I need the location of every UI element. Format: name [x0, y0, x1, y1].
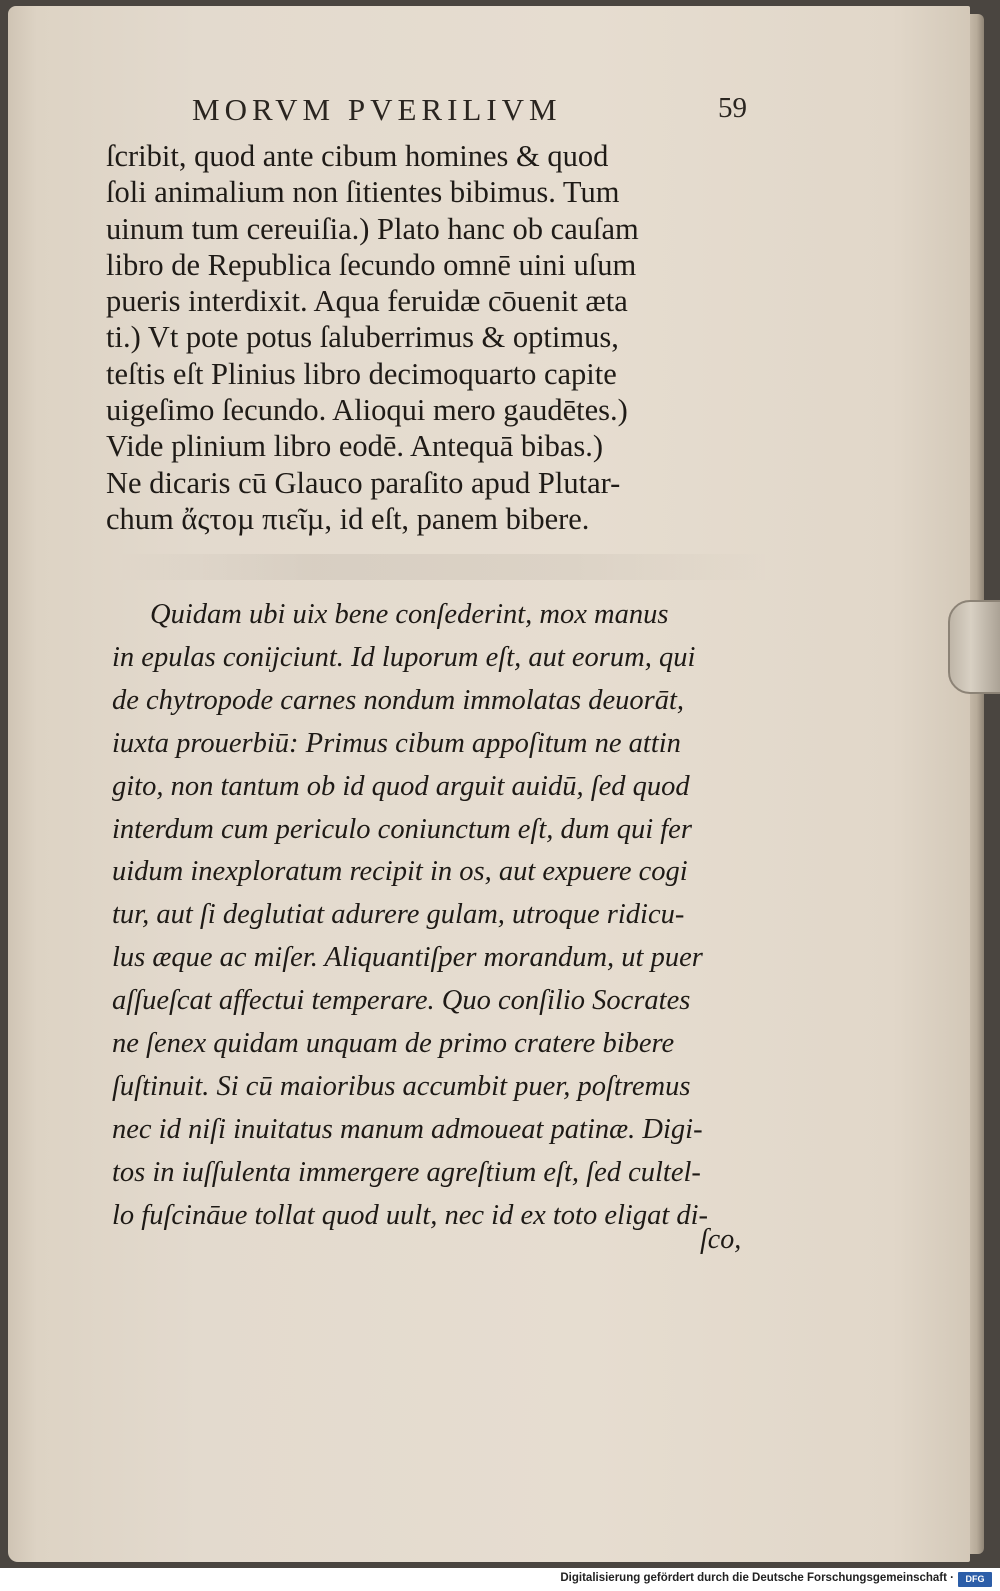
- text-line: Ne dicaris cū Glauco paraſito apud Plutar-: [106, 465, 621, 500]
- commentary-text: [106, 138, 766, 537]
- text-line: teſtis eſt Plinius libro decimoquarto capite: [106, 356, 617, 391]
- main-text: [112, 594, 772, 1238]
- text-line: iuxta prouerbiū: Primus cibum appoſitum ne attin: [112, 727, 681, 759]
- text-line: de chytropode carnes nondum immolatas deuorāt,: [112, 684, 685, 716]
- catchword: ſco,: [700, 1224, 742, 1255]
- text-line: ſoli animalium non ſitientes bibimus. Tum: [106, 175, 620, 210]
- text-line: uinum tum cereuiſia.) Plato hanc ob cauſam: [106, 211, 639, 246]
- text-line: uidum inexploratum recipit in os, aut expuere cogi: [112, 856, 688, 888]
- page-number: 59: [718, 92, 747, 124]
- text-line: uigeſimo ſecundo. Alioqui mero gaudētes.): [106, 393, 628, 428]
- text-line: tos in iuſſulenta immergere agreſtium eſt, ſed cultel-: [112, 1156, 701, 1188]
- text-line: Quidam ubi uix bene conſederint, mox manus: [150, 599, 669, 630]
- text-line: libro de Republica ſecundo omnē uini uſum: [106, 247, 637, 282]
- text-line: ti.) Vt pote potus ſaluberrimus & optimus,: [106, 320, 619, 355]
- dfg-logo: DFG: [958, 1572, 992, 1587]
- text-line: chum ἄςτοµ πιεῖµ, id eſt, panem bibere.: [106, 501, 590, 536]
- funding-credit: Digitalisierung gefördert durch die Deutsche Forschungsgemeinschaft ·: [560, 1572, 954, 1584]
- text-line: ne ſenex quidam unquam de primo cratere bibere: [112, 1028, 675, 1060]
- text-line: interdum cum periculo coniunctum eſt, dum qui fer: [112, 813, 692, 845]
- text-line: Vide plinium libro eodē. Antequā bibas.): [106, 429, 604, 464]
- ink-offset-shadow: [118, 554, 768, 580]
- text-line: nec id niſi inuitatus manum admoueat patinæ. Digi-: [112, 1113, 703, 1145]
- digitization-footer: [0, 1569, 1000, 1591]
- page-clip: [948, 600, 1000, 694]
- running-header: MORVM PVERILIVM: [192, 92, 562, 127]
- text-line: ſuſtinuit. Si cū maioribus accumbit puer, poſtremus: [112, 1070, 691, 1102]
- text-line: lo fuſcināue tollat quod uult, nec id ex toto eligat di-: [112, 1199, 709, 1231]
- text-line: aſſueſcat affectui temperare. Quo conſilio Socrates: [112, 985, 691, 1017]
- text-line: pueris interdixit. Aqua feruidæ cōuenit æta: [106, 284, 628, 319]
- text-line: ſcribit, quod ante cibum homines & quod: [106, 139, 609, 173]
- text-line: tur, aut ſi deglutiat adurere gulam, utroque ridicu-: [112, 899, 685, 931]
- text-line: gito, non tantum ob id quod arguit auidū, ſed quod: [112, 770, 690, 802]
- text-line: in epulas conijciunt. Id luporum eſt, aut eorum, qui: [112, 641, 696, 673]
- text-line: lus æque ac miſer. Aliquantiſper morandum, ut puer: [112, 942, 703, 974]
